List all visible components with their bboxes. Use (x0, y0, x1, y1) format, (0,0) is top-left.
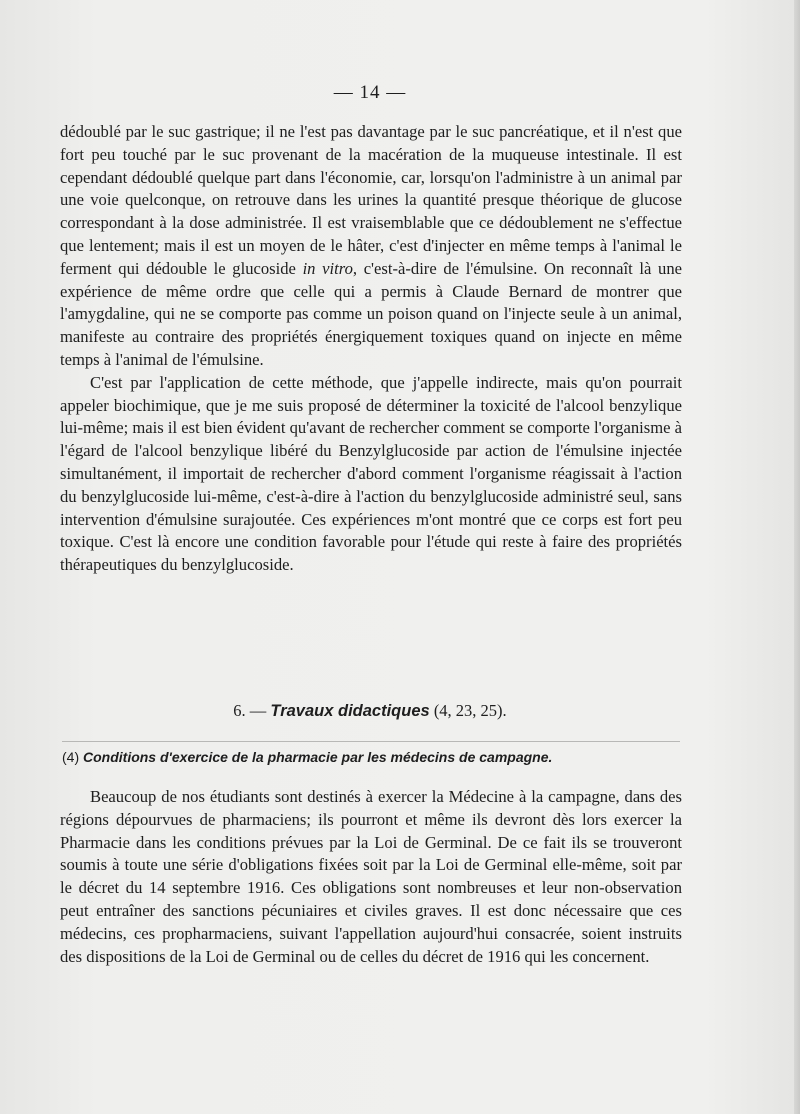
paragraph-1-italic: in vitro (302, 258, 353, 278)
subsection-heading (62, 749, 682, 765)
page-number: — 14 — (333, 82, 407, 103)
subsection-number: (4) (62, 749, 83, 765)
paragraph-2: C'est par l'application de cette méthode, que j'appelle indirecte, mais qu'on pourrait appeler biochimique, que je me suis proposé de déterminer la toxicité de l'alcool benzylique lui-même; mais il est bien évident qu'avant de rechercher comment se comporte l'organisme à l'égard de l'alcool benzylique libéré du Benzylglucoside par action de l'émulsine injectée simultanément, il importait de rechercher d'abord comment l'organisme réagissait à l'action du benzylglucoside lui-même, c'est-à-dire à l'action du benzylglucoside administré seul, sans intervention d'émulsine surajoutée. Ces expériences m'ont montré que ce corps est fort peu toxique. C'est là encore une condition favorable pour l'étude qui reste à faire des propriétés thérapeutiques du benzylglucoside. (60, 372, 682, 575)
section-number: 6. — (233, 701, 271, 720)
page-gutter-shadow (794, 0, 800, 1114)
paragraph-3: Beaucoup de nos étudiants sont destinés à exercer la Médecine à la campagne, dans des régions dépourvues de pharmaciens; ils pourront et même ils devront dès lors exercer la Pharmacie dans les conditions prévues par la Loi de Germinal. De ce fait ils se trouveront soumis à toute une série d'obligations fixées soit par la Loi de Germinal elle-même, soit par le décret du 14 septembre 1916. Ces obligations sont nombreuses et leur non-observation peut entraîner des sanctions pécuniaires et civiles graves. Il est donc nécessaire que ces médecins, ces propharmaciens, suivant l'appellation aujourd'hui consacrée, soient instruits des dispositions de la Loi de Germinal ou de celles du décret de 1916 qui les concernent. (60, 787, 682, 966)
section-divider (62, 741, 680, 742)
subsection-title: Conditions d'exercice de la pharmacie par les médecins de campagne. (83, 749, 553, 765)
paragraph-1-part-b: , c'est-à-dire de l'émulsine. On reconnaît là une expérience de même ordre que celle qui a permis à Claude Bernard de montrer que l'amygdaline, qui ne se comporte pas comme un poison quand on l'injecte seule à un animal, manifeste au contraire des propriétés énergiquement toxiques quand on injecte en même temps à l'animal de l'émulsine. (60, 258, 682, 369)
text-block-lower (60, 786, 682, 968)
section-references: (4, 23, 25). (429, 701, 507, 720)
paragraph-1 (60, 121, 682, 372)
text-block-upper (60, 121, 682, 577)
paragraph-1-part-a: dédoublé par le suc gastrique; il ne l'est pas davantage par le suc pancréatique, et il n'est que fort peu touché par le suc provenant de la macération de la muqueuse intestinale. Il est cependant dédoublé quelque part dans l'économie, car, lorsqu'on l'administre à un animal par une voie quelconque, on retrouve dans les urines la quantité presque théorique de glucose correspondant à la dose administrée. Il est vraisemblable que ce dédoublement ne s'effectue que lentement; mais il est un moyen de le hâter, c'est d'injecter en même temps à l'animal le ferment qui dédouble le glucoside (60, 122, 682, 278)
section-title: Travaux didactiques (270, 702, 430, 720)
section-heading (0, 701, 740, 721)
